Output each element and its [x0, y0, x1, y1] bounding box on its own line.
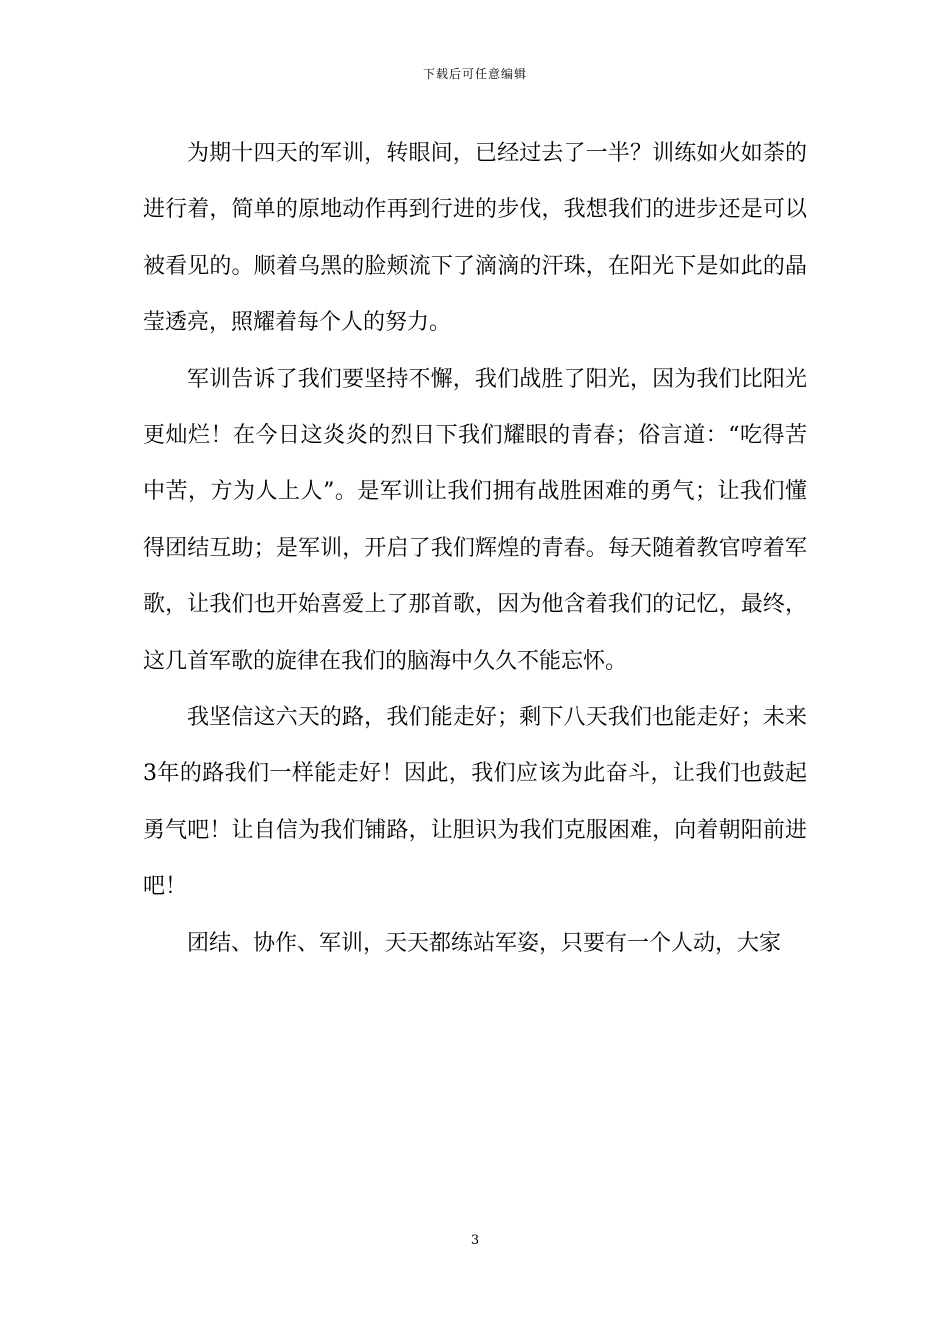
- paragraph: 团结、协作、军训，天天都练站军姿，只要有一个人动，大家: [187, 930, 782, 956]
- document-body: [143, 126, 807, 972]
- page-number: 3: [470, 1233, 480, 1248]
- paragraph: 我坚信这六天的路，我们能走好；剩下八天我们也能走好；未来3年的路我们一样能走好！因此，我们应该为此奋斗，让我们也鼓起勇气吧！让自信为我们铺路，让胆识为我们克服困难，向着朝阳前进吧！: [143, 705, 807, 900]
- paragraph: 军训告诉了我们要坚持不懈，我们战胜了阳光，因为我们比阳光更灿烂！在今日这炎炎的烈日下我们耀眼的青春；俗言道：“吃得苦中苦，方为人上人”。是军训让我们拥有战胜困难的勇气；让我们懂得团结互助；是军训，开启了我们辉煌的青春。每天随着教官哼着军歌，让我们也开始喜爱上了那首歌，因为他含着我们的记忆，最终，这几首军歌的旋律在我们的脑海中久久不能忘怀。: [143, 366, 807, 674]
- page-header: 下载后可任意编辑: [422, 67, 527, 81]
- paragraph: 为期十四天的军训，转眼间，已经过去了一半？训练如火如荼的进行着，简单的原地动作再到行进的步伐，我想我们的进步还是可以被看见的。顺着乌黑的脸颊流下了滴滴的汗珠，在阳光下是如此的晶莹透亮，照耀着每个人的努力。: [143, 141, 807, 336]
